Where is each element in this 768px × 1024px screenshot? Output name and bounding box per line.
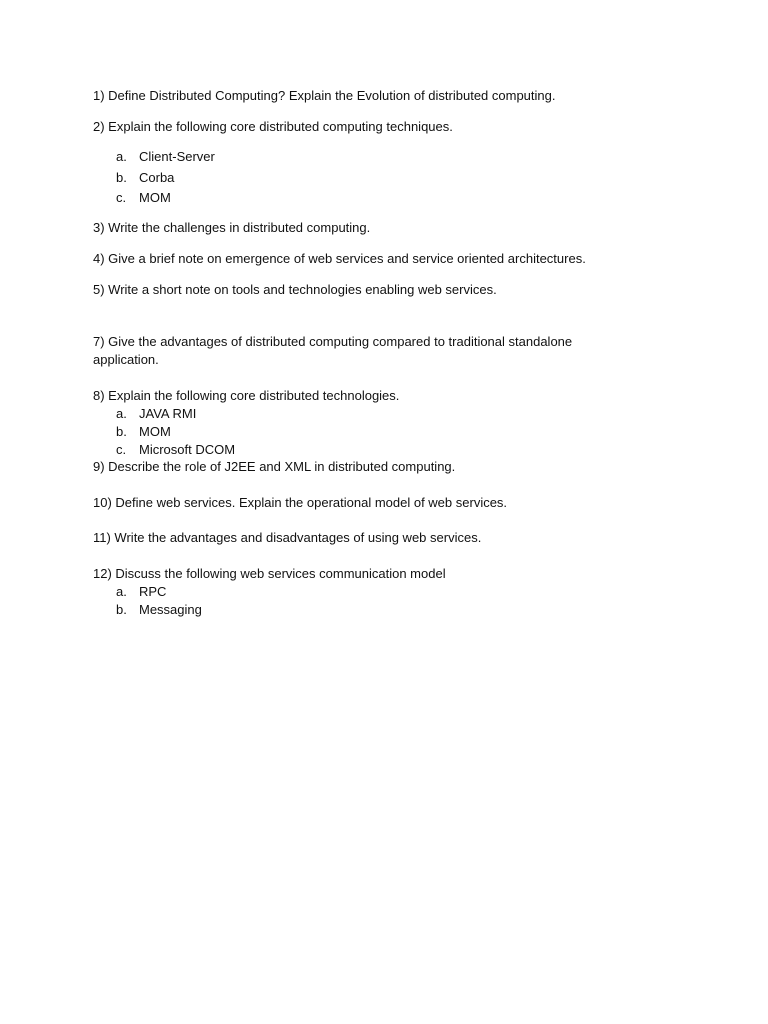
question-8: 8) Explain the following core distributed technologies. <box>93 388 400 403</box>
list-marker: a. <box>116 584 127 599</box>
list-marker: c. <box>116 190 127 205</box>
question-1: 1) Define Distributed Computing? Explain the Evolution of distributed computing. <box>93 88 556 103</box>
list-item-text: RPC <box>139 584 167 599</box>
list-item-text: Client-Server <box>139 149 215 164</box>
list-marker: b. <box>116 602 127 617</box>
list-item-text: MOM <box>139 424 171 439</box>
question-2: 2) Explain the following core distributed computing techniques. <box>93 119 453 134</box>
question-7: 7) Give the advantages of distributed computing compared to traditional standalone <box>93 334 573 349</box>
list-item-text: JAVA RMI <box>139 406 197 421</box>
list-item-text: Corba <box>139 170 175 185</box>
list-marker: c. <box>116 442 127 457</box>
question-11: 11) Write the advantages and disadvantages of using web services. <box>93 530 482 545</box>
question-7-continuation: application. <box>93 352 159 367</box>
list-item-text: Messaging <box>139 602 202 617</box>
list-item-text: MOM <box>139 190 171 205</box>
question-3: 3) Write the challenges in distributed computing. <box>93 220 371 235</box>
question-9: 9) Describe the role of J2EE and XML in distributed computing. <box>93 459 456 474</box>
question-12: 12) Discuss the following web services communication model <box>93 566 446 581</box>
list-marker: a. <box>116 149 127 164</box>
list-marker: b. <box>116 170 127 185</box>
question-5: 5) Write a short note on tools and technologies enabling web services. <box>93 282 497 297</box>
list-item-text: Microsoft DCOM <box>139 442 236 457</box>
list-marker: b. <box>116 424 127 439</box>
list-marker: a. <box>116 406 127 421</box>
question-4: 4) Give a brief note on emergence of web services and service oriented architectures. <box>93 251 586 266</box>
question-10: 10) Define web services. Explain the operational model of web services. <box>93 495 508 510</box>
